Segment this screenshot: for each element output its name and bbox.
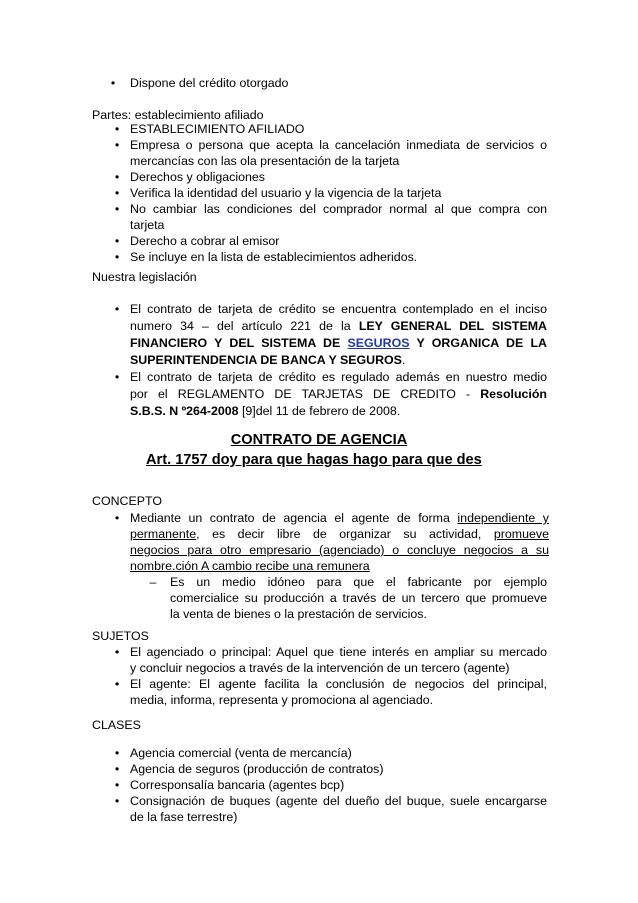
agencia-subtitle: Art. 1757 doy para que hagas hago para que des — [146, 452, 482, 468]
partes-item-7: Se incluye en la lista de establecimientos adheridos. — [130, 250, 418, 264]
bullet-icon: • — [114, 511, 120, 525]
legislacion-b1-line3: FINANCIERO Y DEL SISTEMA DE SEGUROS Y ORGANICA DE LA — [130, 336, 547, 350]
bullet-icon: • — [114, 170, 120, 184]
partes-item-5: No cambiar las condiciones del comprador normal al que compra con — [130, 202, 547, 216]
concepto-line2: permanente, es decir libre de organizar su actividad, promueve — [130, 527, 549, 541]
partes-item-3: Derechos y obligaciones — [130, 170, 265, 184]
clases-heading: CLASES — [92, 718, 141, 732]
sujetos-b1-line1: El agenciado o principal: Aquel que tiene interés en ampliar su mercado — [130, 645, 547, 659]
bullet-icon: • — [114, 746, 120, 760]
bullet-icon: • — [114, 122, 120, 136]
concepto-sub-line3: la venta de bienes o la prestación de servicios. — [170, 607, 427, 621]
bullet-icon: • — [114, 370, 120, 384]
bullet-icon: • — [114, 302, 120, 316]
bullet-icon: • — [114, 186, 120, 200]
bullet-icon: • — [114, 778, 120, 792]
clases-item-4-cont: de la fase terrestre) — [130, 810, 238, 824]
concepto-line1: Mediante un contrato de agencia el agente de forma independiente y — [130, 511, 549, 525]
bullet-icon: • — [114, 645, 120, 659]
concepto-sub-line2: comercialice su producción a través de un tercero que promueve — [170, 591, 547, 605]
bullet-icon: • — [110, 76, 116, 90]
sujetos-b1-line2: y concluir negocios a través de la intervención de un tercero (agente) — [130, 661, 510, 675]
sujetos-heading: SUJETOS — [92, 629, 149, 643]
legislacion-b2-line2: por el REGLAMENTO DE TARJETAS DE CREDITO - Resolución — [130, 387, 547, 401]
clases-item-2: Agencia de seguros (producción de contratos) — [130, 762, 384, 776]
dash-icon: – — [149, 575, 157, 589]
clases-item-1: Agencia comercial (venta de mercancía) — [130, 746, 352, 760]
sujetos-b2-line2: media, informa, representa y promociona al agenciado. — [130, 693, 434, 707]
partes-item-5-cont: tarjeta — [130, 218, 165, 232]
bullet-icon: • — [114, 138, 120, 152]
partes-item-4: Verifica la identidad del usuario y la vigencia de la tarjeta — [130, 186, 442, 200]
seguros-link[interactable]: SEGUROS — [347, 336, 410, 350]
concepto-sub-line1: Es un medio idóneo para que el fabricante por ejemplo — [170, 575, 547, 589]
legislacion-b1-line2: numero 34 – del artículo 221 de la LEY GENERAL DEL SISTEMA — [130, 319, 547, 333]
legislacion-heading: Nuestra legislación — [92, 270, 197, 284]
sujetos-b2-line1: El agente: El agente facilita la conclusión de negocios del principal, — [130, 677, 547, 691]
bullet-icon: • — [114, 250, 120, 264]
legislacion-b1-line4: SUPERINTENDENCIA DE BANCA Y SEGUROS. — [130, 353, 406, 367]
clases-item-3: Corresponsalía bancaria (agentes bcp) — [130, 778, 345, 792]
partes-item-2: Empresa o persona que acepta la cancelación inmediata de servicios o — [130, 138, 547, 152]
partes-item-2-cont: mercancías con las ola presentación de la tarjeta — [130, 154, 400, 168]
concepto-line4: nombre.ción A cambio recibe una remunera — [130, 559, 370, 573]
legislacion-b2-line1: El contrato de tarjeta de crédito es regulado además en nuestro medio — [130, 370, 547, 384]
partes-item-6: Derecho a cobrar al emisor — [130, 234, 280, 248]
concepto-heading: CONCEPTO — [92, 494, 162, 508]
intro-bullet-text: Dispone del crédito otorgado — [130, 76, 289, 90]
bullet-icon: • — [114, 794, 120, 808]
agencia-title: CONTRATO DE AGENCIA — [230, 432, 408, 448]
bullet-icon: • — [114, 677, 120, 691]
legislacion-b2-line3: S.B.S. N º264-2008 [9]del 11 de febrero de 2008. — [130, 404, 401, 418]
concepto-line3: negocios para otro empresario (agenciado) o concluye negocios a su — [130, 543, 549, 557]
bullet-icon: • — [114, 762, 120, 776]
legislacion-b1-line1: El contrato de tarjeta de crédito se encuentra contemplado en el inciso — [130, 302, 547, 316]
partes-heading: Partes: establecimiento afiliado — [92, 108, 264, 122]
clases-item-4: Consignación de buques (agente del dueño del buque, suele encargarse — [130, 794, 547, 808]
bullet-icon: • — [114, 202, 120, 216]
bullet-icon: • — [114, 234, 120, 248]
partes-item-1: ESTABLECIMIENTO AFILIADO — [130, 122, 305, 136]
